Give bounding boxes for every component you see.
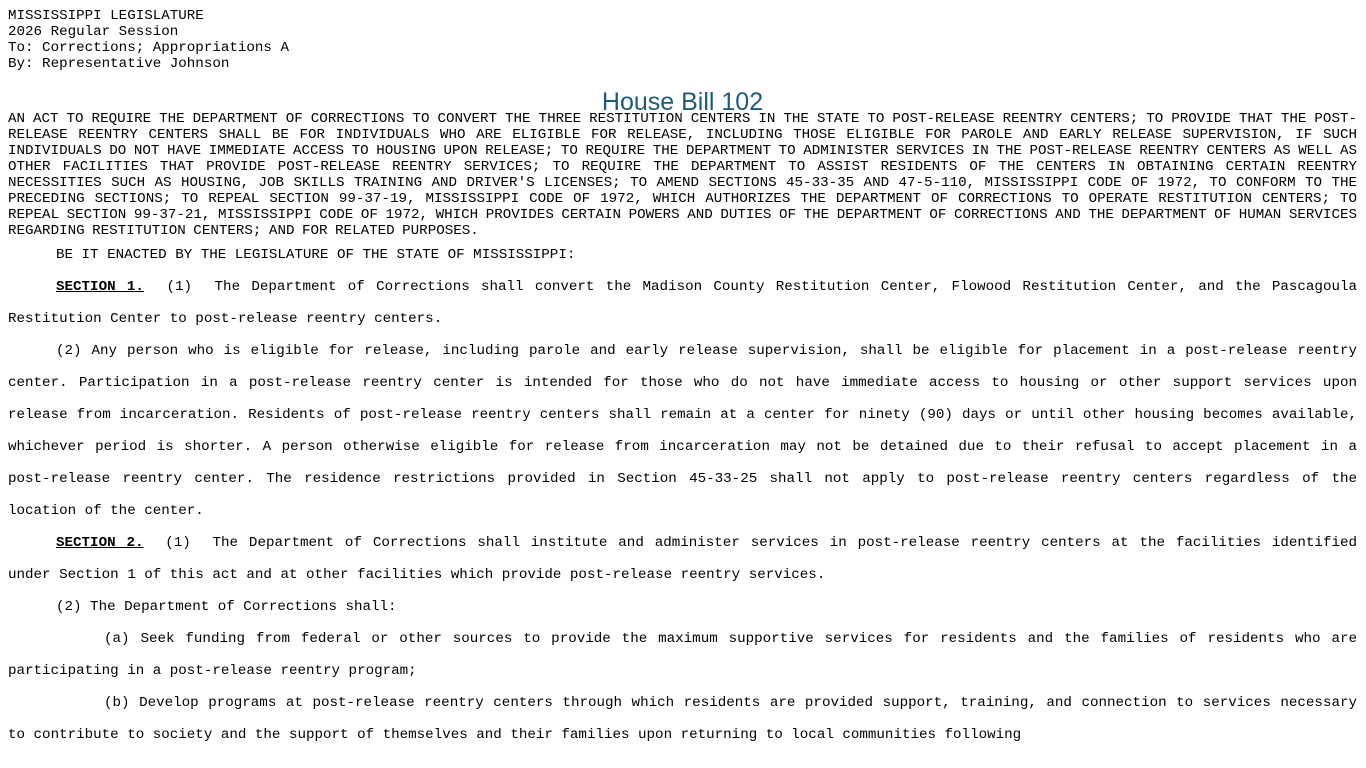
section-2-paragraph-1 bbox=[8, 527, 1366, 591]
bill-long-title: AN ACT TO REQUIRE THE DEPARTMENT OF CORRECTIONS TO CONVERT THE THREE RESTITUTION CENTERS IN THE STATE TO POST-RELEASE REENTRY CENTERS; TO PROVIDE THAT THE POST-RELEASE REENTRY CENTERS SHALL BE FOR INDIVIDUALS WHO ARE ELIGIBLE FOR RELEASE, INCLUDING THOSE ELIGIBLE FOR PAROLE AND EARLY RELEASE SUPERVISION, IF SUCH INDIVIDUALS DO NOT HAVE IMMEDIATE ACCESS TO HOUSING UPON RELEASE; TO REQUIRE THE DEPARTMENT TO ADMINISTER SERVICES IN THE POST-RELEASE REENTRY CENTERS AS WELL AS OTHER FACILITIES THAT PROVIDE POST-RELEASE REENTRY SERVICES; TO REQUIRE THE DEPARTMENT TO ASSIST RESIDENTS OF THE CENTERS IN OBTAINING CERTAIN REENTRY NECESSITIES SUCH AS HOUSING, JOB SKILLS TRAINING AND DRIVER'S LICENSES; TO AMEND SECTIONS 45-33-35 AND 47-5-110, MISSISSIPPI CODE OF 1972, TO CONFORM TO THE PRECEDING SECTIONS; TO REPEAL SECTION 99-37-19, MISSISSIPPI CODE OF 1972, WHICH AUTHORIZES THE DEPARTMENT OF CORRECTIONS TO OPERATE RESTITUTION CENTERS; TO REPEAL SECTION 99-37-21, MISSISSIPPI CODE OF 1972, WHICH PROVIDES CERTAIN POWERS AND DUTIES OF THE DEPARTMENT OF CORRECTIONS AND THE DEPARTMENT OF HUMAN SERVICES REGARDING RESTITUTION CENTERS; AND FOR RELATED PURPOSES. bbox=[8, 111, 1357, 239]
section-1-paragraph-2: (2) Any person who is eligible for release, including parole and early release supervision, shall be eligible for placement in a post-release reentry center. Participation in a post-release reentry center is intended for those who do not have immediate access to housing or other support services upon release from incarceration. Residents of post-release reentry centers shall remain at a center for ninety (90) days or until other housing becomes available, whichever period is shorter. A person otherwise eligible for release from incarceration may not be detained due to their refusal to accept placement in a post-release reentry center. The residence restrictions provided in Section 45-33-25 shall not apply to post-release reentry centers regardless of the location of the center. bbox=[8, 343, 1357, 519]
committee-line: To: Corrections; Appropriations A bbox=[8, 40, 289, 56]
section-2-item-a: (a) Seek funding from federal or other sources to provide the maximum supportive services for residents and the families of residents who are participating in a post-release reentry program; bbox=[8, 631, 1357, 679]
section-1-heading: SECTION 1. bbox=[56, 279, 144, 295]
section-2-heading: SECTION 2. bbox=[56, 535, 144, 551]
section-2-item-b: (b) Develop programs at post-release reentry centers through which residents are provided support, training, and connection to services necessary to contribute to society and the support of themselves and their families upon returning to local communities following bbox=[8, 695, 1357, 743]
enacting-clause: BE IT ENACTED BY THE LEGISLATURE OF THE STATE OF MISSISSIPPI: bbox=[56, 247, 576, 263]
section-2-paragraph-2: (2) The Department of Corrections shall: bbox=[56, 599, 397, 615]
section-2-text-1: (1) The Department of Corrections shall institute and administer services in post-release reentry centers at the facilities identified under Section 1 of this act and at other facilities which provide post-release reentry services. bbox=[8, 535, 1366, 583]
session-line: 2026 Regular Session bbox=[8, 24, 179, 40]
section-1-text-1: (1) The Department of Corrections shall convert the Madison County Restitution Center, Flowood Restitution Center, and the Pascagoula Restitution Center to post-release reentry centers. bbox=[8, 279, 1366, 327]
legislature-line: MISSISSIPPI LEGISLATURE bbox=[8, 8, 204, 24]
sponsor-line: By: Representative Johnson bbox=[8, 56, 230, 72]
section-1-paragraph-1 bbox=[8, 271, 1366, 335]
bill-title: House Bill 102 bbox=[601, 88, 764, 116]
